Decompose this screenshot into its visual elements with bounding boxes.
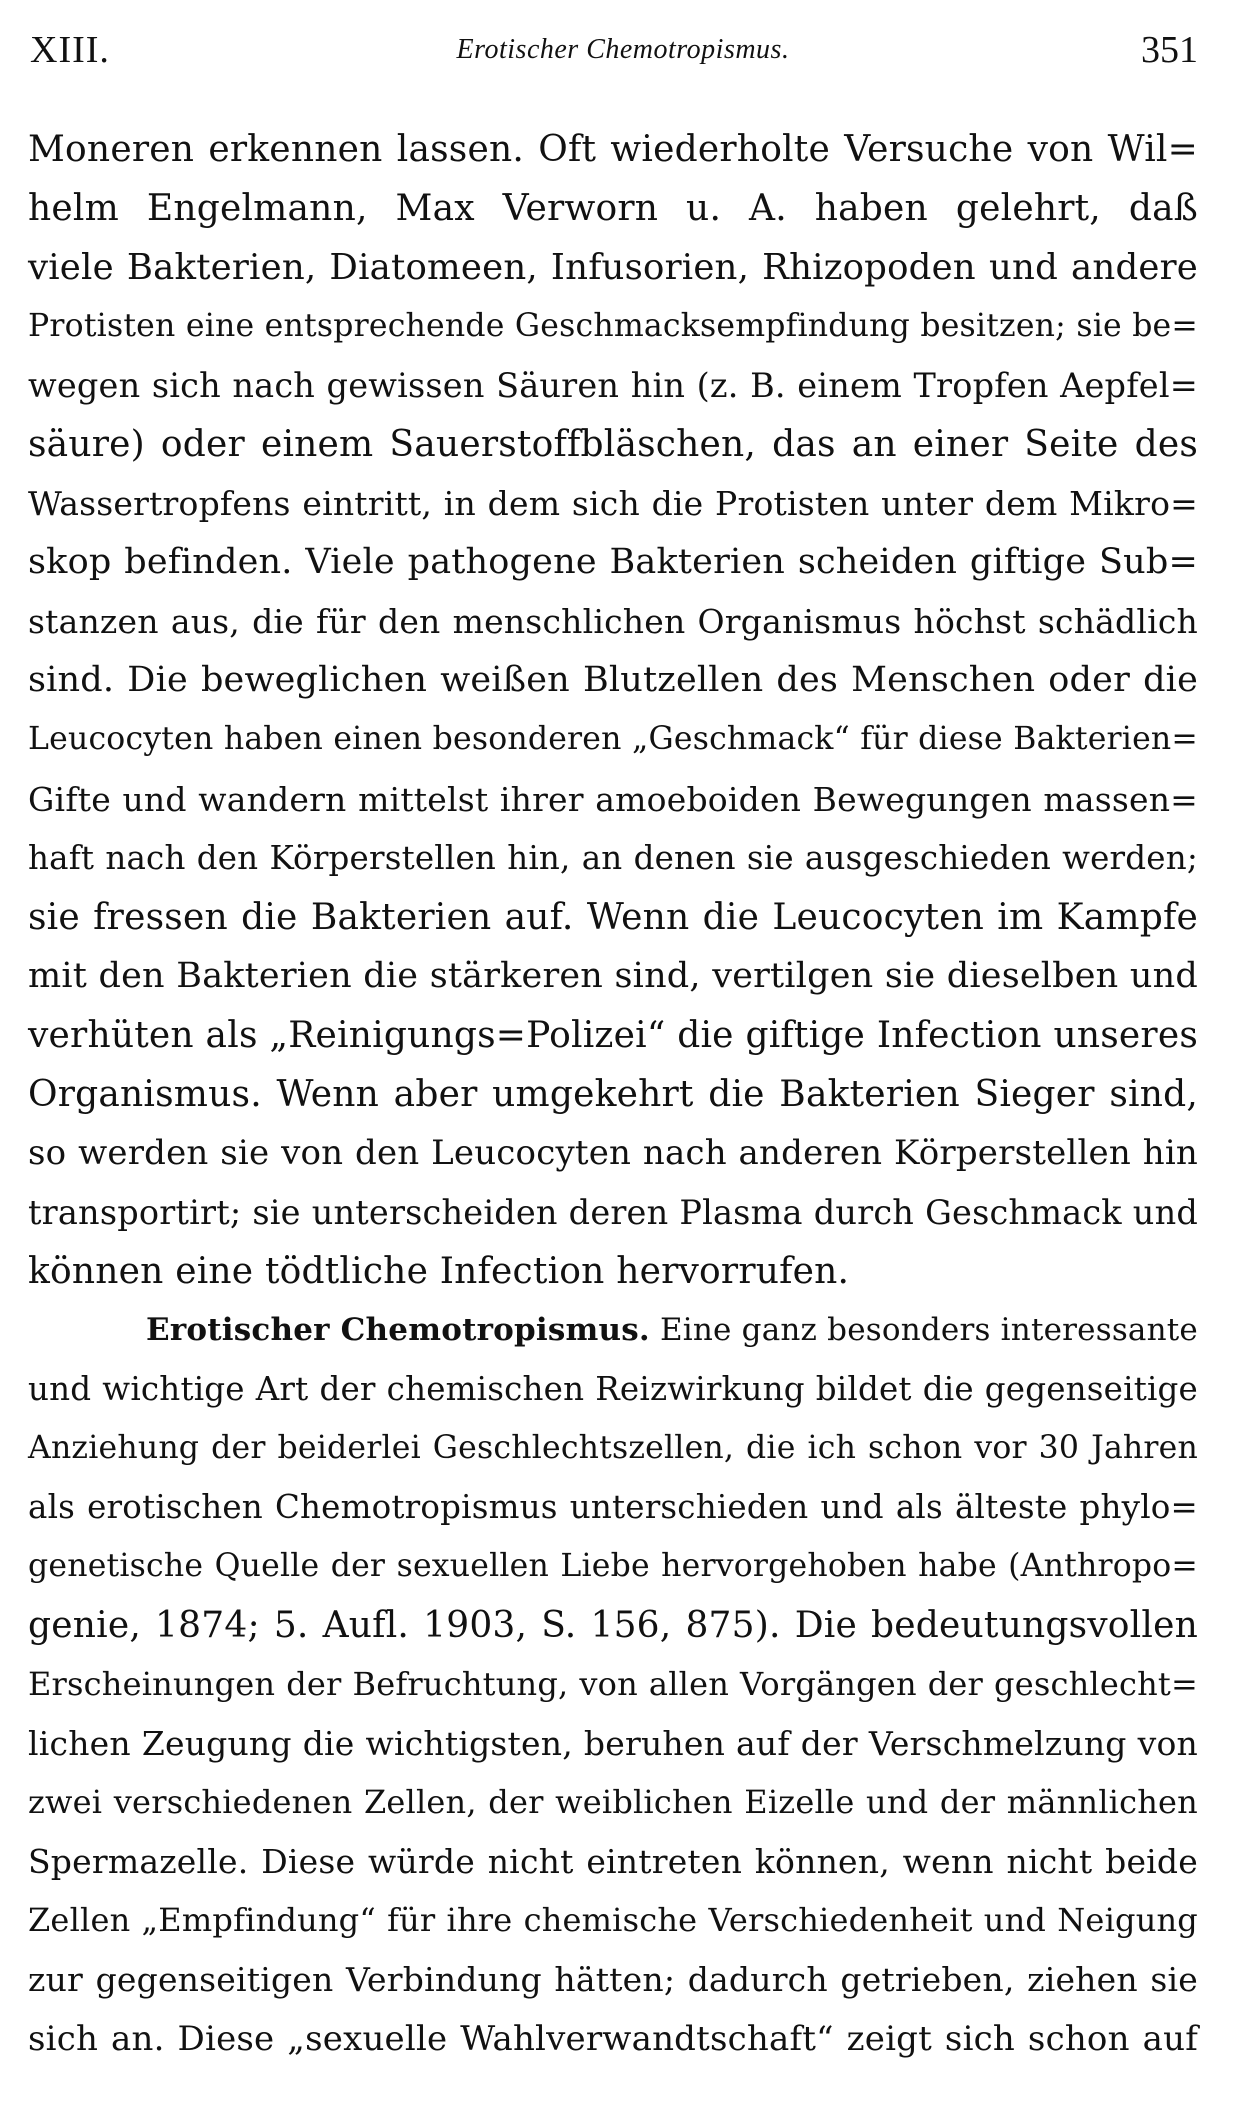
line-text: so werden sie von den Leucocyten nach anderen Körperstellen hin (28, 1132, 1198, 1173)
line-text: Zellen „Empfindung“ für ihre chemische Verschiedenheit und Neigung (28, 1901, 1198, 1940)
line-text: helm Engelmann, Max Verworn u. A. haben gelehrt, daß (28, 188, 1198, 230)
line-text: mit den Bakterien die stärkeren sind, vertilgen sie dieselben und (28, 955, 1198, 996)
line-text: Eine ganz besonders interessante (659, 1311, 1198, 1348)
line-text: Spermazelle. Diese würde nicht eintreten können, wenn nicht beide (28, 1842, 1198, 1882)
text-line (28, 1655, 1198, 1714)
line-text: Wassertropfens eintritt, in dem sich die Protisten unter dem Mikro= (28, 484, 1198, 524)
line-text: Leucocyten haben einen besonderen „Geschmack“ für diese Bakterien= (28, 721, 1198, 758)
section-heading: Erotischer Chemotropismus. (146, 1311, 650, 1348)
line-text: skop befinden. Viele pathogene Bakterien scheiden giftige Sub= (28, 542, 1198, 583)
text-line (28, 1360, 1198, 1419)
line-text: Erscheinungen der Befruchtung, von allen Vorgängen der geschlecht= (28, 1665, 1198, 1704)
text-line (28, 1242, 1198, 1301)
text-line (28, 829, 1198, 888)
line-text: genie, 1874; 5. Aufl. 1903, S. 156, 875). Die bedeutungsvollen (28, 1605, 1198, 1647)
line-text: können eine tödtliche Infection hervorrufen. (28, 1250, 850, 1292)
running-title: Erotischer Chemotropismus. (456, 34, 790, 65)
line-text: lichen Zeugung die wichtigsten, beruhen auf der Verschmelzung von (28, 1724, 1198, 1764)
paragraph-2 (28, 1301, 1198, 2069)
text-line (28, 770, 1198, 829)
text-line (28, 947, 1198, 1006)
text-line (28, 1301, 1198, 1360)
text-line (28, 1065, 1198, 1124)
line-text: Protisten eine entsprechende Geschmacksempfindung besitzen; sie be= (28, 308, 1198, 345)
line-text: zwei verschiedenen Zellen, der weiblichen Eizelle und der männlichen (28, 1783, 1198, 1822)
line-text: Organismus. Wenn aber umgekehrt die Bakterien Sieger sind, (28, 1073, 1198, 1115)
text-line (28, 1006, 1198, 1065)
text-line (28, 1891, 1198, 1950)
page-number: 351 (1141, 29, 1198, 71)
paragraph-1 (28, 120, 1198, 1301)
line-text: säure) oder einem Sauerstoffbläschen, das an einer Seite des (28, 424, 1198, 466)
line-text: Moneren erkennen lassen. Oft wiederholte Versuche von Wil= (28, 129, 1198, 170)
chapter-number: XIII. (30, 29, 110, 71)
text-line (28, 238, 1198, 297)
line-text: viele Bakterien, Diatomeen, Infusorien, Rhizopoden und andere (28, 247, 1198, 289)
line-text: stanzen aus, die für den menschlichen Organismus höchst schädlich (28, 602, 1198, 642)
text-line (28, 651, 1198, 710)
text-line (28, 1950, 1198, 2009)
line-text: sie fressen die Bakterien auf. Wenn die Leucocyten im Kampfe (28, 896, 1198, 938)
text-line (28, 888, 1198, 947)
text-line (28, 415, 1198, 474)
line-text: haft nach den Körperstellen hin, an denen sie ausgeschieden werden; (28, 838, 1198, 877)
text-line (28, 179, 1198, 238)
line-text: transportirt; sie unterscheiden deren Plasma durch Geschmack und (28, 1192, 1198, 1232)
text-line (28, 710, 1198, 769)
text-line (28, 1832, 1198, 1891)
text-line (28, 1596, 1198, 1655)
book-page (28, 20, 1198, 2100)
text-line (28, 356, 1198, 415)
text-line (28, 297, 1198, 356)
body-text (28, 120, 1198, 2069)
text-line (28, 1124, 1198, 1183)
line-text: Gifte und wandern mittelst ihrer amoeboiden Bewegungen massen= (28, 779, 1198, 819)
text-line (28, 1537, 1198, 1596)
text-line (28, 592, 1198, 651)
line-text: wegen sich nach gewissen Säuren hin (z. B. einem Tropfen Aepfel= (28, 366, 1198, 406)
line-text: als erotischen Chemotropismus unterschieden und als älteste phylo= (28, 1488, 1198, 1527)
line-text: sind. Die beweglichen weißen Blutzellen des Menschen oder die (28, 660, 1198, 701)
text-line (28, 2010, 1198, 2069)
text-line (28, 533, 1198, 592)
text-line (28, 1714, 1198, 1773)
text-line (28, 1773, 1198, 1832)
line-text: Anziehung der beiderlei Geschlechtszellen, die ich schon vor 30 Jahren (28, 1430, 1198, 1467)
line-text: sich an. Diese „sexuelle Wahlverwandtschaft“ zeigt sich schon auf (28, 2018, 1198, 2059)
line-text: zur gegenseitigen Verbindung hätten; dadurch getrieben, ziehen sie (28, 1960, 1198, 2000)
line-text: genetische Quelle der sexuellen Liebe hervorgehoben habe (Anthropo= (28, 1548, 1198, 1585)
text-line (28, 474, 1198, 533)
line-text: verhüten als „Reinigungs=Polizei“ die giftige Infection unseres (28, 1014, 1198, 1056)
page-header (28, 20, 1198, 72)
line-text: und wichtige Art der chemischen Reizwirkung bildet die gegenseitige (28, 1369, 1198, 1408)
text-line (28, 1478, 1198, 1537)
text-line (28, 1183, 1198, 1242)
text-line (28, 1419, 1198, 1478)
text-line (28, 120, 1198, 179)
